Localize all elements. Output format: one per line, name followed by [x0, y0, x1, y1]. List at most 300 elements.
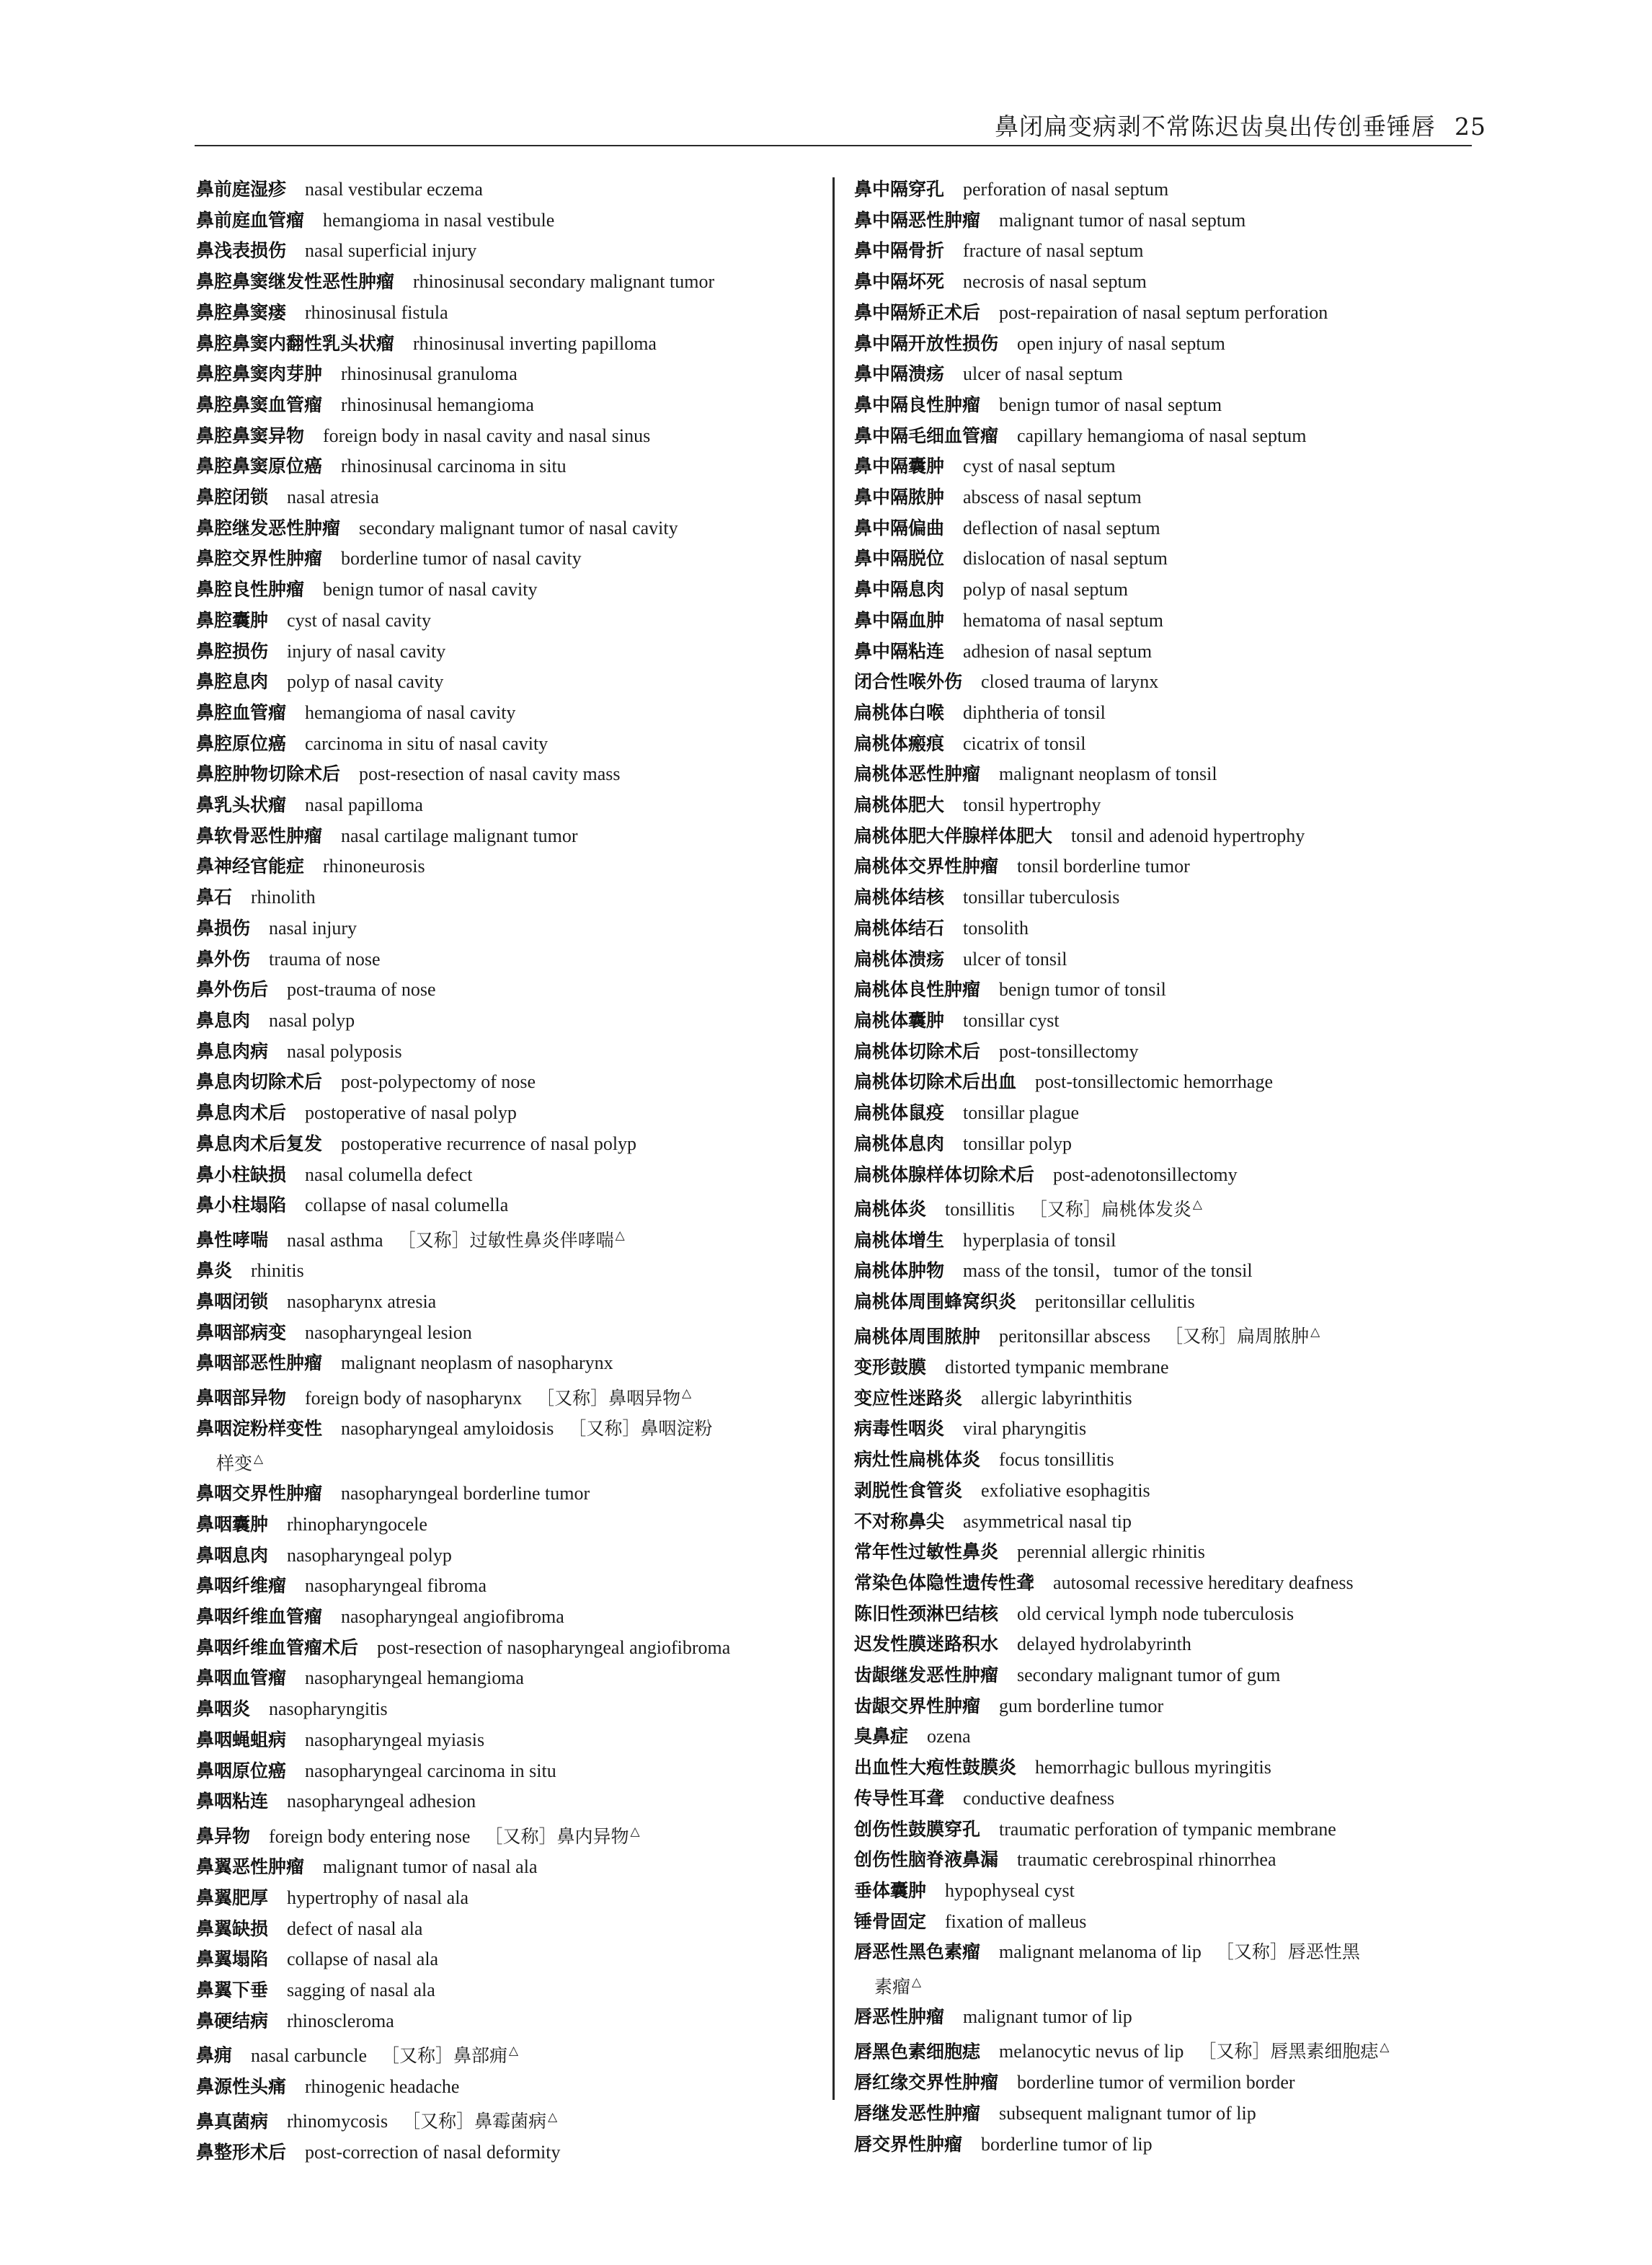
- entry-term-chinese: 鼻咽蝇蛆病: [196, 1729, 287, 1750]
- entry-alias-continued: [854, 1968, 1474, 2002]
- glossary-entry: [196, 913, 823, 944]
- entry-term-english: exfoliative esophagitis: [981, 1479, 1150, 1501]
- glossary-entry: [196, 2103, 823, 2137]
- entry-term-english: allergic labyrinthitis: [981, 1387, 1132, 1409]
- glossary-entry: [196, 851, 823, 882]
- entry-term-english: fixation of malleus: [945, 1910, 1087, 1932]
- glossary-entry: [854, 1383, 1474, 1414]
- glossary-entry: [854, 1414, 1474, 1445]
- entry-term-chinese: 常染色体隐性遗传性聋: [854, 1572, 1035, 1593]
- entry-term-english: deflection of nasal septum: [963, 517, 1160, 538]
- entry-term-english: rhinosinusal fistula: [305, 301, 448, 323]
- left-column: [196, 174, 823, 2168]
- triangle-mark: △: [1380, 2039, 1390, 2055]
- entry-term-chinese: 齿龈交界性肿瘤: [854, 1695, 981, 1716]
- glossary-entry: [196, 2006, 823, 2037]
- entry-term-english: borderline tumor of vermilion border: [1017, 2072, 1295, 2093]
- entry-term-chinese: 鼻中隔坏死: [854, 271, 945, 293]
- glossary-entry: [196, 1817, 823, 1852]
- glossary-entry: [854, 851, 1474, 882]
- entry-term-chinese: 鼻腔鼻窦原位癌: [196, 456, 323, 477]
- glossary-entry: [196, 174, 823, 205]
- entry-term-english: secondary malignant tumor of nasal cavity: [359, 517, 678, 538]
- entry-alias: ［又称］扁桃体发炎: [1029, 1198, 1191, 1220]
- entry-term-chinese: 鼻痈: [196, 2045, 233, 2067]
- entry-term-english: traumatic cerebrospinal rhinorrhea: [1017, 1849, 1276, 1871]
- glossary-entry: [854, 790, 1474, 821]
- entry-term-english: rhinosinusal granuloma: [341, 363, 518, 385]
- entry-term-chinese: 常年性过敏性鼻炎: [854, 1541, 999, 1563]
- glossary-entry: [196, 1602, 823, 1633]
- glossary-entry: [196, 1379, 823, 1414]
- entry-term-english: tonsillar polyp: [963, 1132, 1072, 1154]
- entry-term-english: old cervical lymph node tuberculosis: [1017, 1603, 1294, 1624]
- entry-term-english: hypertrophy of nasal ala: [287, 1887, 468, 1908]
- entry-term-chinese: 鼻中隔毛细血管瘤: [854, 425, 999, 446]
- entry-term-chinese: 鼻损伤: [196, 917, 251, 939]
- entry-term-chinese: 鼻咽交界性肿瘤: [196, 1483, 323, 1504]
- glossary-entry: [854, 421, 1474, 452]
- entry-term-chinese: 鼻咽粘连: [196, 1791, 269, 1812]
- glossary-entry: [854, 390, 1474, 421]
- glossary-entry: [196, 975, 823, 1006]
- entry-term-english: rhinosinusal secondary malignant tumor: [413, 271, 715, 293]
- entry-term-chinese: 鼻息肉病: [196, 1040, 269, 1062]
- entry-term-chinese: 鼻外伤后: [196, 979, 269, 1001]
- entry-term-chinese: 扁桃体炎: [854, 1198, 927, 1220]
- entry-term-chinese: 齿龈继发恶性肿瘤: [854, 1665, 999, 1686]
- entry-term-english: tonsillar plague: [963, 1102, 1080, 1124]
- glossary-entry: [196, 544, 823, 575]
- entry-term-english: secondary malignant tumor of gum: [1017, 1665, 1281, 1686]
- entry-term-english: nasal polyp: [269, 1009, 355, 1031]
- entry-term-chinese: 鼻腔闭锁: [196, 487, 269, 508]
- glossary-entry: [854, 944, 1474, 975]
- entry-term-chinese: 鼻中隔血肿: [854, 609, 945, 631]
- entry-term-english: nasal columella defect: [305, 1163, 473, 1185]
- entry-term-english: dislocation of nasal septum: [963, 548, 1168, 569]
- glossary-entry: [854, 1006, 1474, 1037]
- entry-term-chinese: 垂体囊肿: [854, 1879, 927, 1901]
- entry-term-chinese: 扁桃体切除术后: [854, 1040, 981, 1062]
- glossary-entry: [854, 1067, 1474, 1098]
- entry-term-chinese: 鼻翼塌陷: [196, 1949, 269, 1970]
- glossary-entry: [854, 2129, 1474, 2160]
- entry-term-chinese: 剥脱性食管炎: [854, 1479, 963, 1501]
- entry-term-english: nasopharyngeal carcinoma in situ: [305, 1760, 556, 1781]
- entry-term-chinese: 鼻息肉术后: [196, 1102, 287, 1124]
- glossary-entry: [854, 1691, 1474, 1722]
- entry-term-chinese: 出血性大疱性鼓膜炎: [854, 1757, 1017, 1778]
- entry-term-english: nasal superficial injury: [305, 240, 477, 262]
- entry-term-english: tonsillar cyst: [963, 1009, 1060, 1031]
- entry-term-english: tonsolith: [963, 917, 1029, 939]
- glossary-entry: [854, 1537, 1474, 1568]
- glossary-entry: [854, 2033, 1474, 2067]
- entry-term-chinese: 鼻中隔息肉: [854, 579, 945, 600]
- glossary-entry: [854, 1629, 1474, 1660]
- entry-term-chinese: 变应性迷路炎: [854, 1387, 963, 1409]
- entry-term-chinese: 创伤性鼓膜穿孔: [854, 1818, 981, 1840]
- entry-term-english: rhinogenic headache: [305, 2075, 460, 2097]
- entry-term-english: closed trauma of larynx: [981, 671, 1159, 693]
- entry-term-chinese: 鼻乳头状瘤: [196, 794, 287, 816]
- entry-term-chinese: 唇交界性肿瘤: [854, 2133, 963, 2155]
- entry-term-english: conductive deafness: [963, 1787, 1115, 1809]
- glossary-entry: [854, 513, 1474, 544]
- entry-term-chinese: 唇黑色素细胞痣: [854, 2041, 981, 2062]
- entry-term-chinese: 扁桃体切除术后出血: [854, 1071, 1017, 1093]
- entry-term-english: nasopharyngeal adhesion: [287, 1791, 476, 1812]
- entry-term-chinese: 鼻腔鼻窦瘘: [196, 301, 287, 323]
- entry-term-chinese: 扁桃体鼠疫: [854, 1102, 945, 1124]
- entry-term-english: asymmetrical nasal tip: [963, 1510, 1132, 1532]
- entry-term-chinese: 鼻息肉: [196, 1009, 251, 1031]
- entry-term-chinese: 鼻整形术后: [196, 2141, 287, 2163]
- entry-term-chinese: 鼻翼下垂: [196, 1980, 269, 2001]
- entry-term-english: cyst of nasal cavity: [287, 609, 432, 631]
- triangle-mark: △: [1192, 1197, 1202, 1213]
- entry-term-english: post-tonsillectomic hemorrhage: [1035, 1071, 1273, 1093]
- entry-term-english: borderline tumor of lip: [981, 2133, 1153, 2155]
- glossary-entry: [196, 2072, 823, 2103]
- entry-term-chinese: 鼻腔损伤: [196, 640, 269, 662]
- glossary-entry: [196, 1190, 823, 1221]
- entry-term-english: tonsil and adenoid hypertrophy: [1071, 825, 1305, 846]
- entry-term-chinese: 鼻腔鼻窦异物: [196, 425, 305, 446]
- glossary-entry: [196, 1944, 823, 1975]
- glossary-entry: [196, 1318, 823, 1349]
- entry-term-english: injury of nasal cavity: [287, 640, 446, 662]
- glossary-entry: [196, 606, 823, 637]
- entry-term-chinese: 鼻小柱缺损: [196, 1163, 287, 1185]
- entry-term-chinese: 扁桃体白喉: [854, 701, 945, 723]
- entry-term-english: benign tumor of nasal cavity: [323, 579, 538, 600]
- glossary-entry: [854, 1287, 1474, 1318]
- glossary-entry: [854, 267, 1474, 298]
- entry-term-english: rhinopharyngocele: [287, 1513, 427, 1535]
- glossary-entry: [854, 1907, 1474, 1938]
- entry-term-english: subsequent malignant tumor of lip: [999, 2102, 1256, 2124]
- entry-term-chinese: 扁桃体交界性肿瘤: [854, 856, 999, 877]
- entry-term-chinese: 鼻翼缺损: [196, 1918, 269, 1939]
- entry-term-chinese: 迟发性膜迷路积水: [854, 1634, 999, 1655]
- entry-term-chinese: 鼻咽炎: [196, 1698, 251, 1720]
- entry-term-chinese: 唇红缘交界性肿瘤: [854, 2072, 999, 2093]
- glossary-entry: [196, 729, 823, 760]
- glossary-entry: [854, 1876, 1474, 1907]
- entry-term-chinese: 鼻咽纤维瘤: [196, 1575, 287, 1597]
- entry-term-chinese: 鼻中隔恶性肿瘤: [854, 209, 981, 231]
- entry-term-chinese: 鼻中隔脓肿: [854, 487, 945, 508]
- entry-term-chinese: 鼻腔继发恶性肿瘤: [196, 517, 341, 538]
- entry-term-english: malignant neoplasm of nasopharynx: [341, 1352, 613, 1374]
- glossary-entry: [854, 1190, 1474, 1225]
- entry-term-chinese: 唇恶性黑色素瘤: [854, 1941, 981, 1963]
- glossary-entry: [196, 1037, 823, 1068]
- glossary-entry: [196, 2137, 823, 2168]
- entry-term-chinese: 不对称鼻尖: [854, 1510, 945, 1532]
- glossary-entry: [196, 1414, 823, 1479]
- entry-term-chinese: 鼻浅表损伤: [196, 240, 287, 262]
- entry-term-english: cyst of nasal septum: [963, 456, 1116, 477]
- entry-term-chinese: 鼻咽部恶性肿瘤: [196, 1352, 323, 1374]
- glossary-entry: [854, 1660, 1474, 1691]
- glossary-entry: [196, 482, 823, 513]
- entry-term-chinese: 扁桃体增生: [854, 1229, 945, 1251]
- entry-term-chinese: 鼻腔肿物切除术后: [196, 763, 341, 785]
- entry-term-chinese: 变形鼓膜: [854, 1357, 927, 1378]
- glossary-entry: [196, 1510, 823, 1541]
- glossary-entry: [854, 1476, 1474, 1507]
- entry-term-english: rhinosinusal hemangioma: [341, 394, 534, 415]
- triangle-mark: △: [1310, 1324, 1320, 1339]
- triangle-mark: △: [254, 1452, 264, 1467]
- entry-term-english: postoperative of nasal polyp: [305, 1102, 517, 1124]
- entry-term-chinese: 陈旧性颈淋巴结核: [854, 1603, 999, 1624]
- entry-term-chinese: 鼻源性头痛: [196, 2075, 287, 2097]
- entry-term-english: hypophyseal cyst: [945, 1879, 1075, 1901]
- entry-term-chinese: 病灶性扁桃体炎: [854, 1449, 981, 1471]
- glossary-entry: [196, 1479, 823, 1510]
- entry-term-english: melanocytic nevus of lip: [999, 2041, 1184, 2062]
- entry-term-english: traumatic perforation of tympanic membrane: [999, 1818, 1336, 1840]
- entry-term-chinese: 鼻中隔脱位: [854, 548, 945, 569]
- glossary-entry: [854, 174, 1474, 205]
- glossary-entry: [196, 1221, 823, 1256]
- entry-term-chinese: 传导性耳聋: [854, 1787, 945, 1809]
- glossary-entry: [854, 205, 1474, 236]
- glossary-entry: [196, 205, 823, 236]
- entry-term-chinese: 鼻咽纤维血管瘤术后: [196, 1636, 359, 1658]
- glossary-entry: [196, 1571, 823, 1602]
- entry-term-english: nasal papilloma: [305, 794, 423, 816]
- glossary-entry: [854, 1568, 1474, 1599]
- glossary-entry: [854, 2067, 1474, 2098]
- glossary-entry: [854, 298, 1474, 329]
- entry-term-chinese: 鼻软骨恶性肿瘤: [196, 825, 323, 846]
- entry-term-chinese: 鼻中隔开放性损伤: [854, 332, 999, 354]
- entry-term-chinese: 鼻咽闭锁: [196, 1290, 269, 1312]
- entry-term-english: defect of nasal ala: [287, 1918, 423, 1939]
- glossary-entry: [196, 1160, 823, 1191]
- entry-term-english: rhinolith: [251, 887, 316, 908]
- entry-term-english: post-adenotonsillectomy: [1053, 1163, 1238, 1185]
- entry-term-english: mass of the tonsil，tumor of the tonsil: [963, 1260, 1253, 1282]
- entry-term-chinese: 鼻咽血管瘤: [196, 1667, 287, 1689]
- entry-term-english: nasopharyngeal hemangioma: [305, 1667, 524, 1689]
- glossary-entry: [196, 759, 823, 790]
- glossary-entry: [854, 359, 1474, 390]
- glossary-entry: [196, 2036, 823, 2071]
- entry-term-english: malignant melanoma of lip: [999, 1941, 1202, 1963]
- entry-term-english: tonsil borderline tumor: [1017, 856, 1190, 877]
- entry-term-english: post-correction of nasal deformity: [305, 2141, 561, 2163]
- glossary-entry: [196, 1852, 823, 1883]
- entry-term-english: focus tonsillitis: [999, 1449, 1114, 1471]
- entry-term-english: rhinoscleroma: [287, 2010, 394, 2031]
- column-divider: [832, 177, 835, 2100]
- entry-term-english: viral pharyngitis: [963, 1418, 1087, 1440]
- entry-term-english: nasopharynx atresia: [287, 1290, 437, 1312]
- glossary-entry: [196, 1098, 823, 1129]
- entry-term-english: ulcer of nasal septum: [963, 363, 1123, 385]
- entry-term-chinese: 鼻咽部异物: [196, 1387, 287, 1409]
- entry-term-english: gum borderline tumor: [999, 1695, 1164, 1716]
- glossary-entry: [854, 975, 1474, 1006]
- glossary-entry: [854, 1845, 1474, 1876]
- glossary-entry: [854, 1129, 1474, 1160]
- glossary-entry: [854, 1507, 1474, 1538]
- entry-term-chinese: 扁桃体息肉: [854, 1132, 945, 1154]
- entry-term-english: trauma of nose: [269, 948, 381, 970]
- glossary-entry: [196, 1883, 823, 1914]
- glossary-entry: [196, 1287, 823, 1318]
- entry-term-chinese: 鼻咽原位癌: [196, 1760, 287, 1781]
- triangle-mark: △: [548, 2109, 558, 2124]
- entry-alias: ［又称］鼻部痈: [381, 2045, 507, 2067]
- entry-term-chinese: 创伤性脑脊液鼻漏: [854, 1849, 999, 1871]
- glossary-entry: [196, 1067, 823, 1098]
- entry-term-chinese: 鼻咽淀粉样变性: [196, 1418, 323, 1440]
- entry-term-english: foreign body of nasopharynx: [305, 1387, 523, 1409]
- entry-term-chinese: 鼻翼肥厚: [196, 1887, 269, 1908]
- entry-term-chinese: 鼻小柱塌陷: [196, 1194, 287, 1216]
- glossary-entry: [854, 482, 1474, 513]
- entry-term-english: tonsillar tuberculosis: [963, 887, 1120, 908]
- glossary-entry: [196, 1975, 823, 2006]
- entry-term-english: collapse of nasal ala: [287, 1949, 439, 1970]
- glossary-entry: [196, 1725, 823, 1756]
- glossary-entry: [196, 421, 823, 452]
- triangle-mark: △: [630, 1824, 640, 1839]
- entry-term-chinese: 鼻翼恶性肿瘤: [196, 1856, 305, 1878]
- triangle-mark: △: [682, 1386, 692, 1401]
- glossary-entry: [196, 1633, 823, 1664]
- entry-term-english: post-polypectomy of nose: [341, 1071, 536, 1093]
- entry-term-chinese: 鼻息肉术后复发: [196, 1132, 323, 1154]
- entry-term-chinese: 扁桃体肥大: [854, 794, 945, 816]
- entry-term-english: sagging of nasal ala: [287, 1980, 435, 2001]
- entry-term-english: tonsillitis: [945, 1198, 1015, 1220]
- entry-term-english: peritonsillar cellulitis: [1035, 1290, 1195, 1312]
- entry-term-english: rhinosinusal inverting papilloma: [413, 332, 657, 354]
- glossary-entry: [854, 913, 1474, 944]
- entry-term-chinese: 扁桃体溃疡: [854, 948, 945, 970]
- entry-alias: ［又称］唇黑素细胞痣: [1198, 2041, 1379, 2062]
- entry-term-english: nasal injury: [269, 917, 358, 939]
- entry-term-english: postoperative recurrence of nasal polyp: [341, 1132, 637, 1154]
- triangle-mark: △: [912, 1975, 922, 1990]
- glossary-entry: [854, 1037, 1474, 1068]
- entry-term-chinese: 扁桃体恶性肿瘤: [854, 763, 981, 785]
- entry-term-chinese: 鼻中隔溃疡: [854, 363, 945, 385]
- glossary-entry: [854, 451, 1474, 482]
- glossary-entry: [854, 236, 1474, 267]
- entry-term-english: carcinoma in situ of nasal cavity: [305, 732, 549, 754]
- glossary-entry: [854, 667, 1474, 698]
- entry-term-chinese: 扁桃体良性肿瘤: [854, 979, 981, 1001]
- glossary-entry: [196, 451, 823, 482]
- running-head: [995, 108, 1486, 142]
- entry-term-chinese: 鼻前庭血管瘤: [196, 209, 305, 231]
- entry-term-english: borderline tumor of nasal cavity: [341, 548, 582, 569]
- entry-term-english: rhinomycosis: [287, 2111, 388, 2132]
- entry-term-chinese: 鼻腔鼻窦血管瘤: [196, 394, 323, 415]
- entry-term-english: hematoma of nasal septum: [963, 609, 1163, 631]
- entry-term-chinese: 鼻咽纤维血管瘤: [196, 1605, 323, 1627]
- entry-term-chinese: 鼻中隔骨折: [854, 240, 945, 262]
- entry-term-english: ulcer of tonsil: [963, 948, 1067, 970]
- glossary-entry: [854, 2002, 1474, 2033]
- entry-alias-continued-text: 样变: [216, 1453, 253, 1474]
- page-number: 25: [1455, 112, 1486, 141]
- glossary-entry: [854, 544, 1474, 575]
- entry-term-chinese: 鼻中隔穿孔: [854, 179, 945, 200]
- entry-term-chinese: 鼻中隔囊肿: [854, 456, 945, 477]
- entry-term-english: nasopharyngeal myiasis: [305, 1729, 485, 1750]
- glossary-entry: [854, 1160, 1474, 1191]
- entry-term-english: foreign body in nasal cavity and nasal sinus: [323, 425, 651, 446]
- entry-term-english: malignant tumor of nasal ala: [323, 1856, 538, 1878]
- entry-term-chinese: 鼻外伤: [196, 948, 251, 970]
- entry-term-chinese: 鼻中隔良性肿瘤: [854, 394, 981, 415]
- glossary-entry: [196, 667, 823, 698]
- entry-term-chinese: 鼻咽息肉: [196, 1544, 269, 1566]
- entry-term-chinese: 鼻腔血管瘤: [196, 701, 287, 723]
- entry-term-english: nasal vestibular eczema: [305, 179, 483, 200]
- entry-term-english: nasopharyngeal lesion: [305, 1321, 472, 1343]
- glossary-entry: [196, 1663, 823, 1694]
- entry-alias: ［又称］鼻内异物: [484, 1825, 629, 1847]
- entry-term-chinese: 鼻异物: [196, 1825, 251, 1847]
- glossary-entry: [854, 882, 1474, 913]
- triangle-mark: △: [615, 1228, 625, 1243]
- glossary-entry: [196, 1129, 823, 1160]
- glossary-entry: [196, 1756, 823, 1787]
- entry-alias: ［又称］过敏性鼻炎伴哮喘: [397, 1229, 614, 1251]
- entry-term-chinese: 扁桃体周围脓肿: [854, 1326, 981, 1347]
- entry-term-chinese: 鼻腔鼻窦内翻性乳头状瘤: [196, 332, 395, 354]
- glossary-entry: [854, 1352, 1474, 1383]
- entry-term-english: benign tumor of tonsil: [999, 979, 1166, 1001]
- entry-term-chinese: 扁桃体结核: [854, 887, 945, 908]
- entry-term-chinese: 病毒性咽炎: [854, 1418, 945, 1440]
- entry-term-chinese: 鼻神经官能症: [196, 856, 305, 877]
- glossary-entry: [196, 1541, 823, 1572]
- glossary-entry: [196, 1786, 823, 1817]
- entry-term-english: nasal polyposis: [287, 1040, 402, 1062]
- glossary-entry: [854, 329, 1474, 360]
- right-column: [854, 174, 1474, 2160]
- entry-term-chinese: 鼻性哮喘: [196, 1229, 269, 1251]
- entry-term-chinese: 鼻腔原位癌: [196, 732, 287, 754]
- entry-term-chinese: 鼻中隔粘连: [854, 640, 945, 662]
- entry-alias: ［又称］扁周脓肿: [1165, 1326, 1310, 1347]
- entry-term-chinese: 鼻腔息肉: [196, 671, 269, 693]
- entry-term-english: cicatrix of tonsil: [963, 732, 1086, 754]
- entry-term-english: polyp of nasal cavity: [287, 671, 444, 693]
- entry-term-chinese: 臭鼻症: [854, 1726, 909, 1747]
- entry-term-english: collapse of nasal columella: [305, 1194, 509, 1216]
- entry-term-english: nasopharyngitis: [269, 1698, 388, 1720]
- entry-term-english: malignant neoplasm of tonsil: [999, 763, 1217, 785]
- entry-term-chinese: 鼻腔囊肿: [196, 609, 269, 631]
- glossary-entry: [196, 298, 823, 329]
- entry-term-chinese: 唇继发恶性肿瘤: [854, 2102, 981, 2124]
- entry-term-chinese: 扁桃体肥大伴腺样体肥大: [854, 825, 1053, 846]
- glossary-entry: [196, 698, 823, 729]
